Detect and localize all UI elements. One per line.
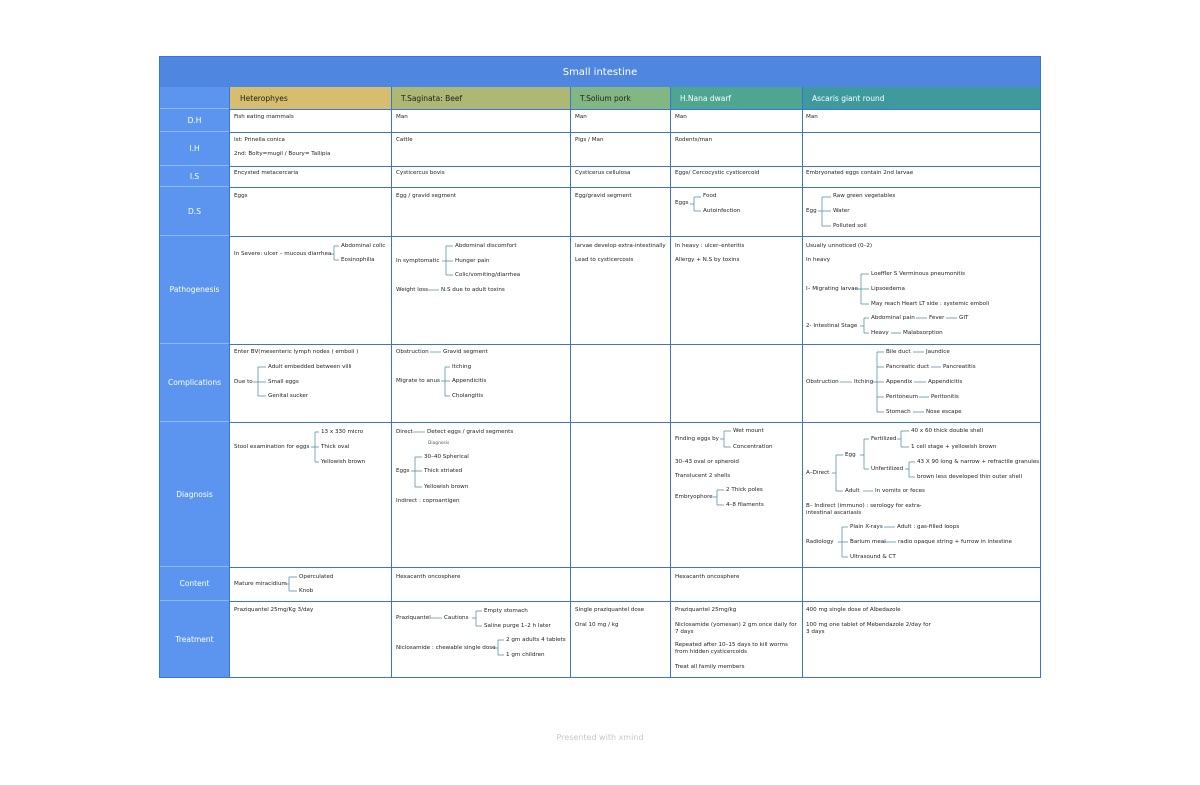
ds-ascaris-veg: Raw green vegetables	[833, 193, 896, 199]
content-saginata: Hexacanth oncosphere	[396, 574, 461, 580]
treat-sag-niclosamide: Niclosamide : chewable single dose	[396, 645, 496, 651]
diag-sag-brown: Yellowish brown	[424, 484, 469, 490]
is-heterophyes: Encysted metacercaria	[234, 170, 299, 176]
ds-nana-food: Food	[703, 193, 717, 199]
diag-het-brown: Yellowish brown	[321, 459, 366, 465]
treat-sag-empty: Empty stomach	[484, 608, 528, 614]
path-asc-1: Usually unnoticed (0–2)	[806, 243, 873, 249]
comp-sag-obstruction: Obstruction	[396, 349, 429, 355]
diag-asc-vomits: In vomits or feces	[875, 488, 925, 494]
row-label-content: Content	[160, 567, 229, 601]
treat-sag-saline: Saline purge 1–2 h later	[484, 623, 551, 629]
diag-asc-ultrasound: Ultrasound & CT	[850, 554, 896, 560]
treat-nana-1: Praziquantel 25mg/kg	[675, 607, 737, 613]
diag-asc-indirect: B– Indirect (immuno) : serology for extra-intestinal ascariasis	[806, 503, 922, 517]
path-nana-2: Allergy + N.S by toxins	[675, 257, 740, 263]
diag-asc-adult: Adult	[845, 488, 860, 494]
comp-asc-nose: Nose escape	[926, 409, 962, 415]
path-het-eosinophilia: Eosinophilia	[341, 257, 375, 263]
comp-sag-migrate: Migrate to anus	[396, 378, 440, 384]
diag-nana-filaments: 4–8 filaments	[726, 502, 764, 508]
comp-asc-itching: Itching	[854, 379, 874, 385]
ih-heterophyes-1: Ist: Prinella conica	[234, 137, 285, 143]
treat-nana-2: Niclosamide (yomesan) 2 gm once daily for 7 days	[675, 622, 797, 636]
footer-watermark: Presented with xmind	[556, 733, 644, 742]
comp-het-1: Enter BV(mesenteric lymph nodes ( emboli )	[234, 349, 359, 355]
path-sag-colic: Colic/vomiting/diarrhea	[455, 272, 521, 278]
dh-solium: Man	[575, 114, 587, 120]
diag-asc-barium: Barium meal	[850, 539, 886, 545]
ds-ascaris-water: Water	[833, 208, 850, 214]
diag-asc-unf-1: 43 X 90 long & narrow + refractile granules	[917, 459, 1040, 465]
ih-heterophyes-2: 2nd: Bolty=mugil / Boury= Tallipia	[234, 151, 331, 157]
ds-heterophyes: Eggs	[234, 193, 248, 199]
diag-het-size: 13 x 330 micro	[321, 429, 364, 435]
diag-asc-radiology: Radiology	[806, 539, 834, 545]
treat-asc-1: 400 mg single dose of Albedazole	[806, 607, 901, 613]
diag-sag-eggs: Eggs	[396, 468, 410, 474]
path-asc-malabsorption: Malabsorption	[903, 330, 943, 336]
path-asc-lipsoedema: Lipsoedema	[871, 286, 905, 292]
diag-nana-embryophore: Embryophore	[675, 494, 713, 500]
comp-het-root: Due to	[234, 379, 253, 385]
path-het-root: In Severe: ulcer – mucous diarrhea	[234, 251, 332, 257]
content-het-knob: Knob	[299, 588, 314, 594]
treat-sag-adults: 2 gm adults 4 tablets	[506, 637, 566, 643]
comp-asc-peritonitis: Peritonitis	[931, 394, 959, 400]
path-sag-weight: Weight loss	[396, 287, 429, 293]
diag-nana-shells: Translucent 2 shells	[675, 473, 731, 479]
comp-asc-obstruction: Obstruction	[806, 379, 839, 385]
treat-sol-1: Single praziquantel dose	[575, 607, 645, 613]
path-asc-heart: May reach Heart LT side : systemic emboli	[871, 301, 990, 307]
treat-asc-2: 100 mg one tablet of Mebendazole 2/day for 3 days	[806, 622, 931, 636]
ih-saginata: Cattle	[396, 137, 413, 143]
treat-sol-2: Oral 10 mg / kg	[575, 622, 619, 628]
comp-sag-cholangitis: Cholangitis	[452, 393, 484, 399]
path-het-colic: Abdominal colic	[341, 243, 386, 249]
diag-nana-oval: 30–43 oval or spheroid	[675, 459, 739, 465]
comp-sag-itching: Itching	[452, 364, 472, 370]
path-asc-2: In heavy	[806, 257, 831, 263]
diag-asc-unfertilized: Unfertilized	[871, 466, 904, 472]
is-saginata: Cysticercus bovis	[396, 170, 445, 176]
ds-nana-autoinfection: Autoinfection	[703, 208, 741, 214]
row-label-blank	[160, 87, 229, 109]
comp-sag-gravid: Gravid segment	[443, 349, 488, 355]
diag-asc-egg: Egg	[845, 452, 856, 458]
row-label-complications: Complications	[160, 344, 229, 422]
diag-asc-fertilized: Fertilized	[871, 436, 897, 442]
col-nana: H.Nana dwarf	[670, 87, 802, 109]
content-het-operculated: Operculated	[299, 574, 334, 580]
diag-sag-indirect: Indirect : coproantigen	[396, 498, 460, 504]
diag-nana-poles: 2 Thick poles	[726, 487, 763, 493]
comp-het-eggs: Small eggs	[268, 379, 299, 385]
diag-nana-wet: Wet mount	[733, 428, 764, 434]
path-asc-loeffler: Loeffler S Verminous pneumonitis	[871, 271, 966, 277]
path-sol-1: larvae develop extra-intestinally	[575, 243, 666, 249]
dh-nana: Man	[675, 114, 687, 120]
ds-ascaris-soil: Polluted soil	[833, 223, 867, 229]
ds-saginata: Egg / gravid segment	[396, 193, 457, 199]
ih-nana: Rodents/man	[675, 137, 713, 143]
treat-sag-cautions: Cautions	[444, 615, 469, 621]
treat-sag-children: 1 gm children	[506, 652, 545, 658]
diag-nana-conc: Concentration	[733, 444, 773, 450]
path-sol-2: Lead to cysticercosis	[575, 257, 634, 263]
diag-asc-barium-string: radio opaque string + furrow in intestine	[898, 539, 1012, 545]
dh-saginata: Man	[396, 114, 408, 120]
is-nana: Eggs/ Cercocystic cysticercoid	[675, 170, 760, 176]
is-solium: Cysticerus cellulosa	[575, 170, 631, 176]
ih-solium: Pigs / Man	[575, 137, 604, 143]
row-label-is: I.S	[160, 166, 229, 187]
treat-nana-3: Repeated after 10–15 days to kill worms from hidden cysticercoids	[675, 642, 788, 656]
is-ascaris: Embryonated eggs contain 2nd larvae	[806, 170, 914, 176]
content-nana: Hexacanth oncosphere	[675, 574, 740, 580]
row-label-treatment: Treatment	[160, 601, 229, 677]
diag-asc-fert-2: 1 cell stage + yellowish brown	[911, 444, 997, 450]
diag-het-oval: Thick oval	[321, 444, 350, 450]
path-asc-fever: Fever	[929, 315, 945, 321]
treat-nana-4: Treat all family members	[675, 664, 745, 670]
comp-het-villi: Adult embedded between villi	[268, 364, 352, 370]
dh-heterophyes: Fish eating mammals	[234, 114, 294, 120]
content-het-root: Mature miracidium	[234, 581, 287, 587]
comp-asc-pancreatic: Pancreatic duct	[886, 364, 930, 370]
diag-asc-unf-2: brown less developed thin outer shell	[917, 474, 1022, 480]
row-label-ih: I.H	[160, 132, 229, 166]
treat-het: Praziquantel 25mg/Kg 3/day	[234, 607, 314, 613]
comp-sag-appendicitis: Appendicitis	[452, 378, 487, 384]
diag-sag-detect: Detect eggs / gravid segments	[427, 429, 514, 435]
col-heterophyes: Heterophyes	[230, 87, 391, 109]
col-ascaris: Ascaris giant round	[802, 87, 1040, 109]
treat-sag-praziquantel: Praziquantel	[396, 615, 431, 621]
row-label-diagnosis: Diagnosis	[160, 422, 229, 567]
diag-nana-finding: Finding eggs by	[675, 436, 719, 442]
path-asc-heavy: Heavy	[871, 330, 889, 336]
path-asc-intestinal: 2- Intestinal Stage	[806, 323, 858, 329]
comp-asc-bile: Bile duct	[886, 349, 911, 355]
row-label-pathogenesis: Pathogenesis	[160, 236, 229, 344]
table-title: Small intestine	[160, 57, 1040, 87]
comp-asc-peritoneum: Peritoneum	[886, 394, 919, 400]
comp-asc-jaundice: Jaundice	[926, 349, 950, 355]
path-sag-discomfort: Abdominal discomfort	[455, 243, 517, 249]
path-nana-1: In heavy : ulcer–enteritis	[675, 243, 745, 249]
diag-het-root: Stool examination for eggs	[234, 444, 310, 450]
diag-asc-xray: Plain X-rays	[850, 524, 883, 530]
comp-het-sucker: Genital sucker	[268, 393, 309, 399]
ds-solium: Egg/gravid segment	[575, 193, 632, 199]
diag-asc-direct: A–Direct	[806, 470, 830, 476]
col-solium: T.Solium pork	[570, 87, 670, 109]
diag-sag-striated: Thick striated	[424, 468, 463, 474]
comp-asc-stomach: Stomach	[886, 409, 911, 415]
dh-ascaris: Man	[806, 114, 818, 120]
row-label-ds: D.S	[160, 187, 229, 236]
comp-asc-appendix: Appendix	[886, 379, 913, 385]
row-label-dh: D.H	[160, 109, 229, 132]
diag-sag-diagnosis-tag: Diagnosis	[428, 441, 450, 446]
ds-nana-root: Eggs	[675, 200, 689, 206]
path-sag-hunger: Hunger pain	[455, 258, 490, 264]
path-sag-root: In symptomatic	[396, 258, 440, 264]
path-asc-git: GIT	[959, 315, 969, 321]
diag-asc-fert-1: 40 x 60 thick double shell	[911, 428, 984, 434]
path-sag-toxins: N.S due to adult toxins	[441, 287, 505, 293]
diag-sag-direct: Direct	[396, 429, 413, 435]
comp-asc-appendicitis: Appendicitis	[928, 379, 963, 385]
comp-asc-pancreatitis: Pancreatitis	[943, 364, 976, 370]
path-asc-abdominal: Abdominal pain	[871, 315, 915, 321]
diag-sag-spherical: 30–40 Spherical	[424, 454, 469, 460]
col-saginata: T.Saginata: Beef	[391, 87, 570, 109]
ds-ascaris-root: Egg	[806, 208, 817, 214]
diag-asc-xray-loops: Adult : gas-filled loops	[897, 524, 960, 530]
path-asc-migrating: I– Migrating larvae	[806, 286, 858, 292]
